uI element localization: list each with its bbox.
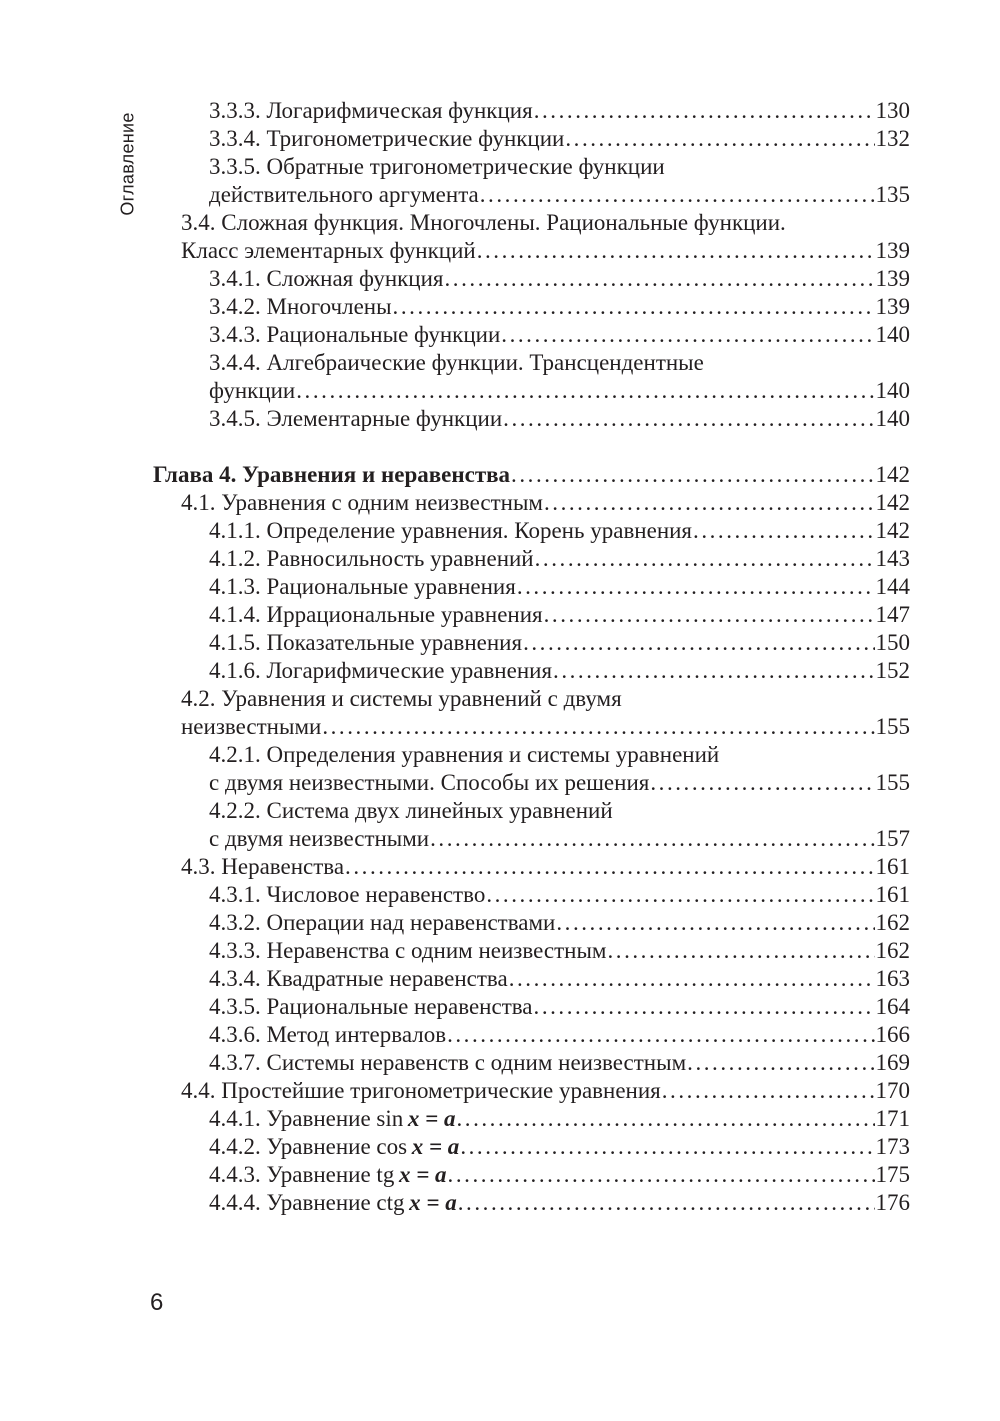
toc-leader-dots: [544, 489, 875, 517]
toc-page-number: 144: [875, 574, 910, 599]
toc-page-number: 147: [875, 602, 910, 627]
toc-page-number: 163: [875, 966, 910, 991]
toc-entry-math: x = a: [409, 1190, 457, 1215]
toc-page-number: 166: [875, 1022, 910, 1047]
toc-entry: [153, 349, 910, 377]
toc-entry: [153, 573, 910, 601]
toc-entry: [153, 853, 910, 881]
toc-leader-dots: [448, 1161, 875, 1189]
toc-entry: [153, 881, 910, 909]
toc-entry-title: 4.2. Уравнения и системы уравнений с двумя: [181, 686, 622, 711]
toc-entry: [153, 1105, 910, 1133]
toc-leader-dots: [486, 881, 874, 909]
toc-entry-title: 3.4.2. Многочлены: [209, 294, 392, 319]
toc-entry: [153, 125, 910, 153]
toc-entry-title: 4.3.2. Операции над неравенствами: [209, 910, 556, 935]
toc-leader-dots: [345, 853, 874, 881]
toc-entry: [153, 181, 910, 209]
toc-page-number: 162: [875, 910, 910, 935]
toc-page-number: 155: [875, 770, 910, 795]
toc-page-number: 170: [875, 1078, 910, 1103]
toc-entry-title: 3.3.4. Тригонометрические функции: [209, 126, 565, 151]
toc-entry-title: Глава 4. Уравнения и неравенства: [153, 462, 511, 487]
toc-leader-dots: [556, 909, 874, 937]
toc-entry-title: 4.3.6. Метод интервалов: [209, 1022, 447, 1047]
toc-entry: [153, 321, 910, 349]
running-head-text: Оглавление: [117, 112, 138, 216]
toc-entry-title: 4.3.1. Числовое неравенство: [209, 882, 486, 907]
toc-page-number: 140: [875, 322, 910, 347]
toc-entry-title: 3.3.3. Логарифмическая функция: [209, 98, 533, 123]
toc-leader-dots: [447, 1021, 874, 1049]
toc-entry-title: 4.3.5. Рациональные неравенства: [209, 994, 533, 1019]
toc-entry-title: действительного аргумента: [209, 182, 479, 207]
toc-page-number: 140: [875, 378, 910, 403]
toc-leader-dots: [565, 125, 874, 153]
toc-entry-math: x = a: [398, 1162, 447, 1187]
toc-page-number: 142: [875, 518, 910, 543]
toc-leader-dots: [445, 265, 875, 293]
toc-page-number: 139: [875, 238, 910, 263]
toc-entry-title: неизвестными: [181, 714, 322, 739]
toc-entry: [153, 713, 910, 741]
toc-page-number: 169: [875, 1050, 910, 1075]
toc-entry: [153, 629, 910, 657]
toc-entry-title: 4.4.1. Уравнение sin x = a: [209, 1106, 456, 1131]
toc-entry: [153, 153, 910, 181]
toc-leader-dots: [687, 1049, 874, 1077]
toc-entry-title: 3.4.5. Элементарные функции: [209, 406, 503, 431]
toc-entry: [153, 517, 910, 545]
toc-leader-dots: [693, 517, 874, 545]
toc-page-number: 140: [875, 406, 910, 431]
toc-leader-dots: [322, 713, 874, 741]
toc-chapter-entry: [153, 461, 910, 489]
toc-leader-dots: [460, 1133, 874, 1161]
toc-entry-title: 3.4.4. Алгебраические функции. Трансцендентные: [209, 350, 704, 375]
toc-entry-title: 4.1.6. Логарифмические уравнения: [209, 658, 553, 683]
toc-page-number: 157: [875, 826, 910, 851]
toc-page-number: 152: [875, 658, 910, 683]
toc-entry: [153, 489, 910, 517]
toc-entry-title: 4.1.4. Иррациональные уравнения: [209, 602, 543, 627]
toc-leader-dots: [544, 601, 875, 629]
toc-leader-dots: [534, 993, 875, 1021]
toc-entry-title: 4.3.4. Квадратные неравенства: [209, 966, 508, 991]
toc-page-number: 176: [875, 1190, 910, 1215]
toc-entry: [153, 685, 910, 713]
toc-leader-dots: [503, 405, 874, 433]
toc-page-number: 139: [875, 266, 910, 291]
toc-entry: [153, 769, 910, 797]
toc-entry-title: Класс элементарных функций: [181, 238, 476, 263]
toc-entry: [153, 741, 910, 769]
toc-page-number: 164: [875, 994, 910, 1019]
toc-leader-dots: [501, 321, 874, 349]
toc-leader-dots: [456, 1105, 874, 1133]
toc-entry: [153, 293, 910, 321]
toc-page-number: 139: [875, 294, 910, 319]
toc-entry-title: 4.4.3. Уравнение tg x = a: [209, 1162, 447, 1187]
toc-leader-dots: [662, 1077, 875, 1105]
toc-entry-title: 4.4.4. Уравнение ctg x = a: [209, 1190, 457, 1215]
toc-entry: [153, 1049, 910, 1077]
toc-entry-math: x = a: [411, 1134, 460, 1159]
toc-entry-title: с двумя неизвестными: [209, 826, 430, 851]
toc-page-number: 175: [875, 1162, 910, 1187]
toc-entry-title: 3.4. Сложная функция. Многочлены. Рациональные функции.: [181, 210, 786, 235]
toc-leader-dots: [480, 181, 875, 209]
toc-page-number: 171: [875, 1106, 910, 1131]
toc-leader-dots: [523, 629, 874, 657]
toc-entry-math: x = a: [407, 1106, 456, 1131]
toc-entry: [153, 97, 910, 125]
toc-entry: [153, 965, 910, 993]
page-number: 6: [150, 1289, 164, 1316]
toc-page-number: 132: [875, 126, 910, 151]
toc-entry-title: 4.2.2. Система двух линейных уравнений: [209, 798, 613, 823]
toc-entry-title: с двумя неизвестными. Способы их решения: [209, 770, 650, 795]
toc-leader-dots: [534, 97, 875, 125]
toc-entry-title: 4.3.3. Неравенства с одним неизвестным: [209, 938, 607, 963]
toc-entry: [153, 1133, 910, 1161]
toc-entry-title: 3.4.1. Сложная функция: [209, 266, 444, 291]
toc-entry: [153, 1077, 910, 1105]
toc-page-number: 161: [875, 882, 910, 907]
toc-entry-title: 4.4.2. Уравнение cos x = a: [209, 1134, 460, 1159]
toc-leader-dots: [430, 825, 874, 853]
toc-page-number: 173: [875, 1134, 910, 1159]
toc-page-number: 155: [875, 714, 910, 739]
toc-page-number: 162: [875, 938, 910, 963]
toc-leader-dots: [509, 965, 875, 993]
toc-page-number: 142: [875, 490, 910, 515]
toc-entry-title: 4.1.3. Рациональные уравнения: [209, 574, 516, 599]
toc-entry-title: 4.2.1. Определения уравнения и системы уравнений: [209, 742, 720, 767]
toc-entry: [153, 377, 910, 405]
toc-page-number: 142: [875, 462, 910, 487]
toc-entry: [153, 237, 910, 265]
toc-entry-title: 4.4. Простейшие тригонометрические уравнения: [181, 1078, 661, 1103]
toc-entry: [153, 1021, 910, 1049]
toc-leader-dots: [393, 293, 875, 321]
toc-entry-title: 4.1.1. Определение уравнения. Корень уравнения: [209, 518, 693, 543]
toc-leader-dots: [458, 1189, 875, 1217]
toc-entry-title: 3.3.5. Обратные тригонометрические функции: [209, 154, 665, 179]
toc-entry: [153, 1189, 910, 1217]
toc-entry: [153, 545, 910, 573]
toc-entry-title: 4.1.2. Равносильность уравнений: [209, 546, 534, 571]
toc-entry-title: функции: [209, 378, 296, 403]
toc-entry: [153, 657, 910, 685]
toc-entry-title: 4.1. Уравнения с одним неизвестным: [181, 490, 543, 515]
toc-leader-dots: [553, 657, 874, 685]
toc-entry: [153, 909, 910, 937]
toc-entry: [153, 937, 910, 965]
toc-entry: [153, 797, 910, 825]
toc-leader-dots: [296, 377, 874, 405]
toc-leader-dots: [477, 237, 875, 265]
toc-page-number: 161: [875, 854, 910, 879]
toc-entry: [153, 601, 910, 629]
toc-entry-title: 4.1.5. Показательные уравнения: [209, 630, 523, 655]
toc-page-number: 150: [875, 630, 910, 655]
toc-page-number: 143: [875, 546, 910, 571]
running-head: [116, 104, 140, 224]
toc-entry: [153, 265, 910, 293]
toc-leader-dots: [607, 937, 874, 965]
toc-entry-title: 4.3.7. Системы неравенств с одним неизвестным: [209, 1050, 687, 1075]
toc-entry: [153, 825, 910, 853]
toc-page-number: 135: [875, 182, 910, 207]
table-of-contents: [153, 97, 910, 1217]
toc-entry: [153, 993, 910, 1021]
toc-entry-title: 4.3. Неравенства: [181, 854, 345, 879]
toc-entry-title: 3.4.3. Рациональные функции: [209, 322, 501, 347]
toc-entry: [153, 1161, 910, 1189]
toc-leader-dots: [535, 545, 875, 573]
toc-leader-dots: [517, 573, 875, 601]
toc-page-number: 130: [875, 98, 910, 123]
toc-leader-dots: [511, 461, 874, 489]
toc-leader-dots: [650, 769, 874, 797]
toc-entry: [153, 209, 910, 237]
toc-entry: [153, 405, 910, 433]
